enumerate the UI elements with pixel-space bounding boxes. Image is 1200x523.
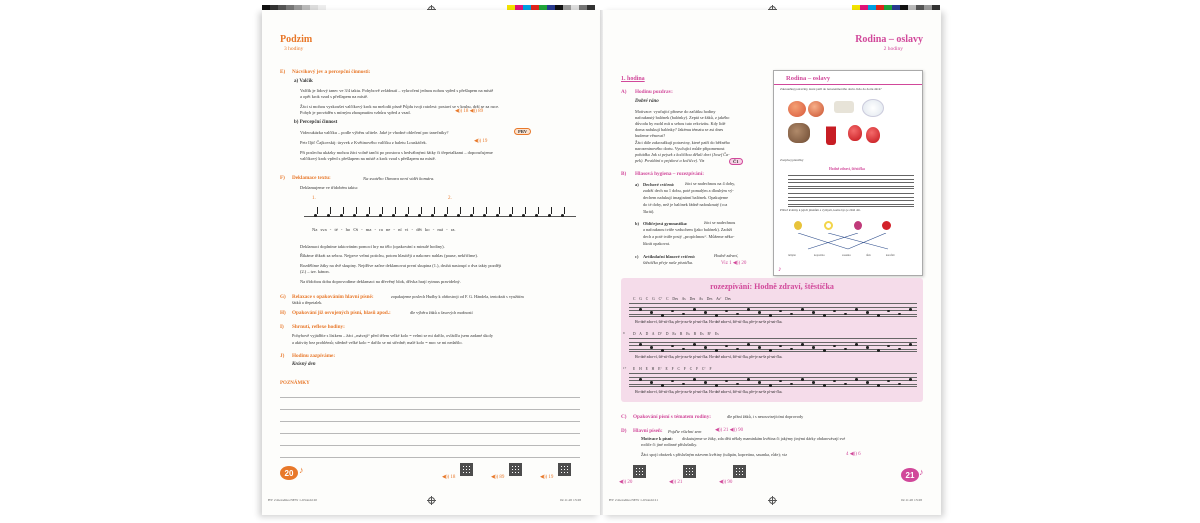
text-line: likrát opakovat.: [643, 241, 670, 246]
audio-ref[interactable]: ◀)) 21: [669, 480, 683, 485]
page-subtitle: 3 hodiny: [284, 46, 304, 52]
section-letter: F): [280, 175, 285, 181]
voice-mark: 1.: [312, 196, 316, 201]
music-note-icon: ♪: [299, 465, 304, 475]
song-note: [769, 349, 772, 352]
worksheet-title: Rodina – oslavy: [786, 75, 831, 82]
note-stem: [460, 207, 461, 214]
note-stem: [382, 207, 383, 214]
rhythm-note: [340, 214, 343, 217]
section-heading: Hlavní píseň:: [633, 428, 663, 434]
text-line: dle přání žáků, i s nesouvisejícími doprovody: [727, 414, 804, 419]
audio-ref[interactable]: ◀)) 19: [540, 475, 554, 480]
song-note: [661, 349, 664, 352]
text-line: Rozdělíme žáky na dvě skupiny. Nejdříve začne deklamovat první skupina (1.), druhá nastoupí o dva takty později: [300, 263, 502, 268]
song-note: [823, 384, 826, 387]
audio-ref[interactable]: ◀)) 20: [619, 480, 633, 485]
music-note-icon: ♪: [778, 265, 782, 273]
text-line: do té doby, než je balónek řádně nafouknutý (cca: [643, 202, 728, 207]
audio-ref[interactable]: ◀)) 90: [719, 480, 733, 485]
flower-label: kopretina: [814, 254, 825, 257]
text-line: a aktivity bez problémů; středně velké kolo = dařilo se mi středně; malé kolo = moc se mi nedařilo.: [292, 340, 463, 345]
song-note: [747, 378, 750, 381]
song-note: [758, 381, 761, 384]
text-line: Motivace: vyučující přinese do začátku hodiny: [635, 109, 716, 114]
song-note: [693, 308, 696, 311]
text-line: a opět krok vzad s přešlapem na místě.: [300, 94, 369, 99]
rhythm-note: [470, 214, 473, 217]
text-line: rodiče či jiné rodinné příslušníky.: [641, 442, 698, 447]
section-letter: E): [280, 69, 286, 75]
song-note: [909, 378, 912, 381]
registration-mark: [769, 497, 776, 504]
audio-ref[interactable]: ◀)) 18: [442, 475, 456, 480]
cream-image: [862, 99, 884, 117]
audio-ref[interactable]: 4 ◀)) 6: [846, 452, 861, 457]
eggs-image: [808, 101, 824, 117]
section-heading: Opakování již osvojených písní, hlasů apod.:: [292, 310, 391, 316]
section-heading: Hlasová hygiena – rozezpívání:: [635, 171, 704, 177]
flower-label: karafiát: [886, 254, 895, 257]
song-name: Dobré ráno: [635, 99, 659, 104]
text-line: Žáci spojí obrázek s příslušným názvem květiny (tulipán, kopretina, sasanka, růže); viz: [641, 452, 788, 457]
song-note: [877, 349, 880, 352]
rhythm-note: [457, 214, 460, 217]
flower-image: [794, 221, 802, 230]
print-slug: HV 2 metodika NEW 1-63.indd 21: [609, 498, 659, 502]
song-note: [715, 314, 718, 317]
worksheet-question: Přiřaď květiny k jejich jménům a vymysli, komu bys je chtěl dát.: [780, 208, 861, 212]
note-stem: [408, 207, 409, 214]
note-stem: [447, 207, 448, 214]
text-line: nafouknutý balónek (balónky). Zeptá se žáků, z jakého: [635, 115, 730, 120]
song-note: [866, 311, 869, 314]
text-line: Žáci si mohou vyzkoušet valčíkový krok na melodii písně Půjdu tvoji ratolest: postaví se v kruhu, drží se za ruce.: [300, 104, 500, 109]
note-stem: [434, 207, 435, 214]
rhythm-note: [548, 214, 551, 217]
chord-row: C G C G C⁷ C Des As Des As Des As⁷ Des: [633, 297, 731, 301]
item-heading: Obličejová gymnastika:: [643, 221, 688, 226]
worksheet-staff: [788, 175, 914, 189]
song-note: [812, 311, 815, 314]
audio-ref[interactable]: Viz 1 ◀)) 20: [721, 261, 747, 266]
worksheet-staff: [788, 193, 914, 207]
song-note: [704, 311, 707, 314]
notes-heading: POZNÁMKY: [280, 381, 310, 386]
note-stem: [499, 207, 500, 214]
song-note: [855, 343, 858, 346]
note-stem: [421, 207, 422, 214]
song-panel: [621, 278, 923, 402]
song-note: [650, 381, 653, 384]
song-note: [704, 346, 707, 349]
worksheet-question: Zakroužkuj potraviny, které patří do narozeninového dortu. Kdo do dortu dává?: [780, 87, 882, 91]
note-line: [280, 409, 580, 410]
qr-code[interactable]: [733, 465, 746, 478]
song-note: [693, 343, 696, 346]
text-line: Petr Iljič Čajkovskij: úryvek z Květinového valčíku z baletu Louskáček.: [300, 140, 427, 145]
chord-row: D A D A D⁷ D Es B Es B Es B⁷ Es: [633, 332, 719, 336]
lesson-heading: 1. hodina: [621, 76, 645, 82]
text-line: důvodu by mohl mít u sebou tuto rekvizitu. Kdy lidé: [635, 121, 726, 126]
text-line: štěstíčka přeje naše písnička.: [643, 260, 694, 265]
item-heading: Motivace k písni:: [641, 436, 673, 441]
bar-number: 17: [623, 366, 627, 370]
registration-mark: [428, 497, 435, 504]
note-stem: [473, 207, 474, 214]
rhythm-note: [379, 214, 382, 217]
qr-code[interactable]: [683, 465, 696, 478]
song-note: [909, 308, 912, 311]
eggs-image: [788, 101, 806, 117]
note-stem: [512, 207, 513, 214]
page-number: 20: [280, 466, 298, 480]
song-note: [639, 308, 642, 311]
qr-code[interactable]: [509, 463, 522, 476]
section-heading: Deklamace textu:: [292, 175, 331, 181]
rhythm-note: [392, 214, 395, 217]
item-heading: Artikulační hlasové cvičení:: [643, 254, 696, 259]
note-stem: [330, 207, 331, 214]
note-stem: [525, 207, 526, 214]
text-line: doma nafukují balónky? Jakému tématu se asi dnes: [635, 127, 724, 132]
text-line: žáci se nadechnou na 4 doby,: [685, 181, 736, 186]
song-note: [693, 378, 696, 381]
note-stem: [395, 207, 396, 214]
section-heading: Hodinu zazpíváme:: [292, 353, 336, 359]
print-date: 02.11.20 13:28: [901, 498, 922, 502]
audio-ref[interactable]: ◀)) 21 ◀)) 90: [715, 428, 744, 433]
item-letter: a): [635, 182, 639, 187]
note-stem: [551, 207, 552, 214]
rhythm-note: [509, 214, 512, 217]
text-line: pohádku Jak si pejsek s kočičkou dělali dort (Josef Ča-: [635, 152, 730, 157]
song-note: [650, 311, 653, 314]
section-letter: J): [280, 353, 285, 359]
item-letter: b): [635, 221, 639, 226]
qr-code[interactable]: [558, 463, 571, 476]
section-heading: Nácvikový jev a percepční činnosti:: [292, 69, 371, 75]
rhythm-note: [314, 214, 317, 217]
flower-image: [882, 221, 891, 230]
text-line: dle výběru žáků a časových možností: [410, 310, 473, 315]
section-heading: Shrnutí, reflexe hodiny:: [292, 324, 345, 330]
song-name: Krásný den: [292, 362, 316, 367]
page-number: 21: [901, 468, 919, 482]
text-line: 5krát).: [643, 209, 655, 214]
text-line: šátků a třepetalek.: [292, 300, 323, 305]
song-note: [639, 378, 642, 381]
text-line: Žáci dále zakroužkují potraviny, které patří do běžného: [635, 140, 730, 145]
chord-row: E H E H E⁷ E F C F C F C⁷ F: [633, 367, 712, 371]
subject-tag: PRV: [514, 128, 531, 135]
flower-image: [854, 221, 862, 230]
strawberry-image: [848, 125, 862, 141]
flower-label: sasanka: [842, 254, 851, 257]
flower-label: tulipán: [788, 254, 796, 257]
rhythm-note: [418, 214, 421, 217]
song-note: [866, 346, 869, 349]
song-name: Pojďte všichni sem: [668, 429, 702, 434]
song-note: [866, 381, 869, 384]
song-note: [747, 308, 750, 311]
text-line: zopakujeme poslech Hudby k ohňostroji od F. G. Händela, tentokrát s využitím: [391, 294, 524, 299]
flower-image: [824, 221, 833, 230]
nuts-image: [788, 123, 810, 143]
section-heading: Hodinu pozdrav:: [635, 89, 673, 95]
left-page: [262, 10, 600, 515]
song-note: [823, 349, 826, 352]
page-subtitle: 2 hodiny: [883, 46, 903, 52]
note-line: [280, 457, 580, 458]
text-line: dechem nafukují imaginární balónek. Opakujeme: [643, 195, 729, 200]
rhythm-note: [496, 214, 499, 217]
rhyme-lyric: Na sva - té - ho Ot - ma - ra ne - ní vi - dět ko - má - ra.: [312, 227, 456, 232]
rhythm-notation: [304, 208, 576, 222]
song-lyric: Ho-dně zdra-ví, ště-stí-čka, pře-je na-še pí-sni-čka. Ho-dně zdra-ví, ště-stí-čka, pře-je na-še pí-sni-čka.: [635, 355, 783, 359]
note-stem: [486, 207, 487, 214]
worksheet-song: Hodně zdraví, štěstíčka: [829, 167, 865, 171]
song-lyric: Ho-dně zdra-ví, ště-stí-čka, pře-je na-še pí-sni-čka. Ho-dně zdra-ví, ště-stí-čka, pře-je na-še pí-sni-čka.: [635, 320, 783, 324]
song-note: [639, 343, 642, 346]
text-line: Pohybově vyjádříte s lístkem – žáci „mávají“ před tělem velké kolo = velmi se mi dařilo, ovládl/a jsem zadané úkoly: [292, 333, 493, 338]
music-note-icon: ♪: [919, 467, 924, 477]
subheading: b) Percepční činnost: [294, 120, 338, 125]
text-line: valčíkový krok vpřed s přešlapem na místě a krok vzad s přešlapem na místě.: [300, 156, 436, 161]
song-note: [801, 378, 804, 381]
audio-ref[interactable]: ◀)) 18 ◀)) 89: [455, 109, 484, 114]
note-line: [280, 421, 580, 422]
qr-code[interactable]: [460, 463, 473, 476]
audio-ref[interactable]: ◀)) 19: [474, 139, 488, 144]
text-line: Deklamaci doplníme taktováním pomocí hry na tělo (opakování z minulé hodiny).: [300, 244, 445, 249]
rhythm-note: [405, 214, 408, 217]
song-note: [715, 349, 718, 352]
song-note: [715, 384, 718, 387]
qr-code[interactable]: [633, 465, 646, 478]
song-note: [801, 308, 804, 311]
rhythm-note: [327, 214, 330, 217]
song-note: [758, 311, 761, 314]
flower-label: růže: [866, 254, 871, 257]
text-line: dech a poté tváře prstý „propíchnou“. Můžeme něko-: [643, 234, 735, 239]
song-note: [769, 314, 772, 317]
section-heading: Opakování písní s tématem rodiny:: [633, 414, 712, 420]
page-title: Rodina – oslavy: [855, 34, 923, 45]
worksheet-tag: Č1: [729, 158, 743, 165]
text-line: Valčík je lidový tanec ve 3/4 taktu. Pohybově zvládnutí – vykročení jednou nohou vpřed s přešlapem na místě: [300, 88, 494, 93]
text-line: Videoukázka valčíku – podle výběru učitele. Jaké je vhodné oblečení pro tanečníky?: [300, 130, 449, 135]
worksheet-question: Zazpívej písničky: [780, 158, 804, 162]
song-note: [877, 314, 880, 317]
song-note: [855, 308, 858, 311]
subheading: a) Valčík: [294, 79, 313, 84]
rhythm-note: [535, 214, 538, 217]
note-line: [280, 445, 580, 446]
text-line: diskutujeme se žáky, zda děti někdy maminkám květina či jakýmy jinými dárky obdarovávají své: [682, 436, 846, 441]
note-stem: [369, 207, 370, 214]
song-note: [909, 343, 912, 346]
rhythm-note: [561, 214, 564, 217]
song-note: [661, 384, 664, 387]
item-heading: Dechové cvičení:: [643, 182, 675, 187]
note-stem: [356, 207, 357, 214]
text-line: Na třídobou dobu doprovodíme deklamaci na dřevěný blok, dřívka hrají rytmus pravidelný.: [300, 279, 461, 284]
rhythm-note: [522, 214, 525, 217]
text-line: Pohyb je prováděn s mírným zhoupnutím vzhůru vpřed a vzad.: [300, 110, 411, 115]
right-page: [603, 10, 941, 515]
note-stem: [538, 207, 539, 214]
note-line: [280, 433, 580, 434]
page-title: Podzim: [280, 34, 313, 45]
worksheet-preview: [773, 70, 923, 276]
text-line: narozeninového dortu. Vyučující může připomenout: [635, 146, 725, 151]
rhythm-note: [353, 214, 356, 217]
rhyme-title: Na svatého Otmara není vidět komára.: [363, 176, 435, 181]
section-letter: A): [621, 89, 627, 95]
text-line: Deklamujeme ve třídobém taktu:: [300, 185, 358, 190]
text-line: Při poslechu ukázky mohou žáci volně tančit po prostoru s hedvábnými šátky či třepetalkami – doporučujeme: [300, 150, 493, 155]
song-note: [812, 346, 815, 349]
print-date: 02.11.20 13:28: [560, 498, 581, 502]
note-stem: [317, 207, 318, 214]
song-note: [747, 343, 750, 346]
song-note: [650, 346, 653, 349]
text-line: budeme věnovat?: [635, 133, 666, 138]
text-line: (2.) – tzv. kánon.: [300, 269, 330, 274]
rhythm-note: [366, 214, 369, 217]
bar-number: 9: [623, 331, 625, 335]
section-letter: D): [621, 428, 627, 434]
text-line: žáci se nadechnou: [704, 220, 736, 225]
song-note: [877, 384, 880, 387]
song-note: [769, 384, 772, 387]
text-line: Říkáme třikrát za sebou. Nejprve velmi potichu, potom hlasitěji a nakonec nahlas (pause, nekřičíme).: [300, 253, 478, 258]
song-title: rozezpívání: Hodně zdraví, štěstíčka: [710, 282, 834, 291]
voice-mark: 2.: [448, 196, 452, 201]
song-note: [758, 346, 761, 349]
matching-lines: [788, 233, 912, 251]
song-note: [823, 314, 826, 317]
section-letter: G): [280, 294, 286, 300]
section-letter: B): [621, 171, 627, 177]
song-lyric: Ho-dně zdra-ví, ště-stí-čka, pře-je na-še pí-sni-čka. Ho-dně zdra-ví, ště-stí-čka, pře-je na-še pí-sni-čka.: [635, 390, 783, 394]
rhythm-note: [444, 214, 447, 217]
text-line: Hodně zdraví,: [714, 253, 739, 258]
section-letter: C): [621, 414, 627, 420]
text-line: a nafouknou tváře vzduchem (jako balónek). Zadrží: [643, 227, 733, 232]
print-slug: HV 2 metodika NEW 1-63.indd 20: [268, 498, 318, 502]
section-letter: I): [280, 324, 284, 330]
text-line: zadrží dech na 1 dobu, poté pomalým a dlouhým vý-: [643, 188, 734, 193]
section-letter: H): [280, 310, 286, 316]
note-stem: [343, 207, 344, 214]
item-letter: c): [635, 254, 639, 259]
song-note: [801, 343, 804, 346]
text-line: pek). Povídání o pejskovi a kočičce). Viz: [635, 158, 705, 163]
song-note: [855, 378, 858, 381]
strawberry-image: [866, 127, 880, 143]
song-note: [661, 314, 664, 317]
note-line: [280, 397, 580, 398]
song-note: [704, 381, 707, 384]
rhythm-note: [483, 214, 486, 217]
section-heading: Relaxace s opakováním hlavní písně:: [292, 294, 374, 300]
audio-ref[interactable]: ◀)) 89: [491, 475, 505, 480]
rhythm-note: [431, 214, 434, 217]
note-stem: [564, 207, 565, 214]
flour-image: [834, 101, 854, 113]
ketchup-image: [826, 121, 836, 145]
song-note: [812, 381, 815, 384]
